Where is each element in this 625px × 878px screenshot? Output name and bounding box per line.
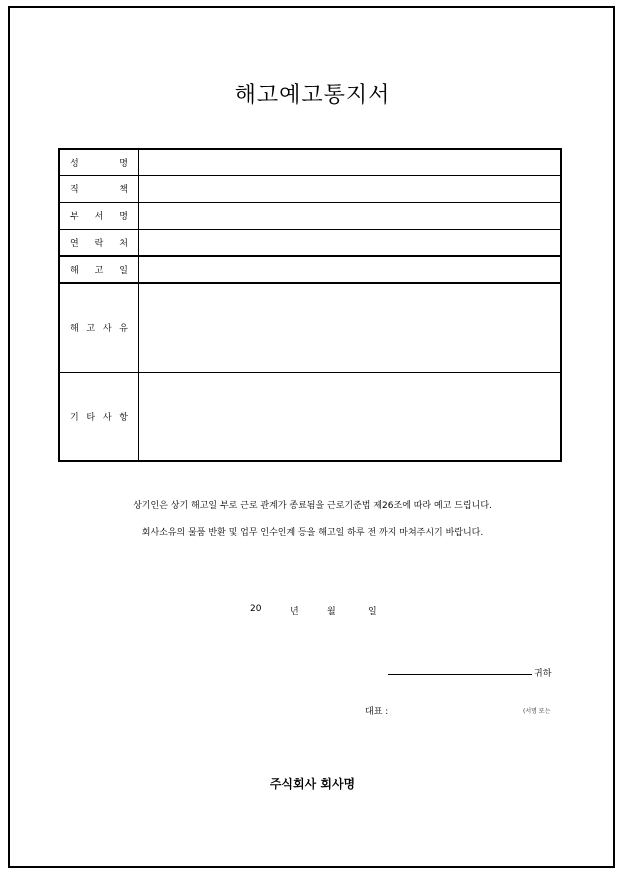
field-dismissal-reason[interactable]: [139, 283, 562, 372]
recipient-name-line[interactable]: [388, 674, 532, 675]
field-position[interactable]: [139, 175, 562, 202]
recipient-suffix: 귀하: [534, 669, 552, 679]
company-name: 주식회사 회사명: [269, 777, 356, 791]
label-dismissal-date: 해 고 일: [59, 256, 139, 283]
row-contact: [59, 229, 561, 256]
field-dismissal-date[interactable]: [139, 256, 562, 283]
field-department[interactable]: [139, 202, 562, 229]
row-name: [59, 149, 561, 175]
row-dismissal-reason: [59, 283, 561, 372]
seal-note: (서명 또는: [523, 708, 551, 715]
label-position: 직 책: [59, 175, 139, 202]
row-other-matters: [59, 372, 561, 461]
label-contact: 연 락 처: [59, 229, 139, 256]
field-contact[interactable]: [139, 229, 562, 256]
label-other-matters: 기 타 사 항: [59, 372, 139, 461]
notice-line-2: 회사소유의 물품 반환 및 업무 인수인계 등을 해고일 하루 전 까지 마쳐주시기 바랍니다.: [141, 528, 484, 538]
date-year-prefix: 20: [250, 604, 262, 614]
field-other-matters[interactable]: [139, 372, 562, 461]
label-dismissal-reason: 해 고 사 유: [59, 283, 139, 372]
date-day-label: 일: [368, 607, 377, 617]
label-name: 성 명: [59, 149, 139, 175]
field-name[interactable]: [139, 149, 562, 175]
notice-line-1: 상기인은 상기 해고일 부로 근로 관계가 종료됨을 근로기준법 제26조에 따라 예고 드립니다.: [133, 501, 492, 511]
notice-form-table: [58, 148, 562, 462]
date-month-label: 월: [327, 607, 336, 617]
row-position: [59, 175, 561, 202]
date-year-label: 년: [290, 607, 299, 617]
row-dismissal-date: [59, 256, 561, 283]
label-department: 부 서 명: [59, 202, 139, 229]
row-department: [59, 202, 561, 229]
document-title: 해고예고통지서: [234, 83, 391, 108]
representative-label: 대표 :: [365, 707, 389, 717]
